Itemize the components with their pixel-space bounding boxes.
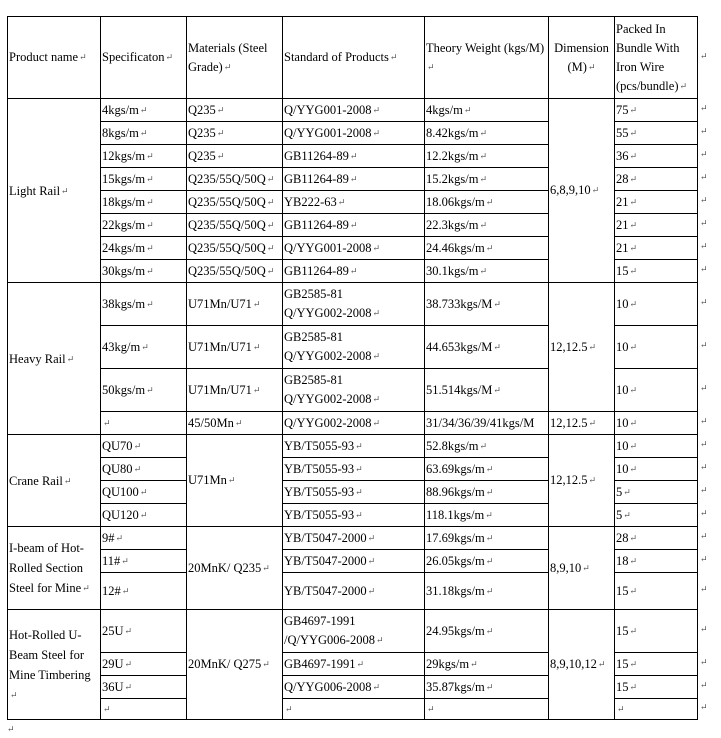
packed-cell: 5↵ xyxy=(615,481,698,504)
spec-cell: 11#↵ xyxy=(101,550,187,573)
row-end-mark: ↵ xyxy=(700,680,708,690)
packed-cell: 21↵ xyxy=(615,214,698,237)
row-end-mark: ↵ xyxy=(700,241,708,251)
header-dimension: Dimension (M)↵ xyxy=(549,17,615,99)
packed-cell: 75↵ xyxy=(615,99,698,122)
spec-cell: QU80↵ xyxy=(101,458,187,481)
row-end-mark: ↵ xyxy=(700,103,708,113)
spec-cell: 36U↵ xyxy=(101,676,187,699)
row-end-mark: ↵ xyxy=(700,485,708,495)
spec-cell: 15kgs/m↵ xyxy=(101,168,187,191)
row-end-mark: ↵ xyxy=(700,439,708,449)
weight-cell: 118.1kgs/m↵ xyxy=(425,504,549,527)
packed-cell: 55↵ xyxy=(615,122,698,145)
dimension-heavy-rail: 12,12.5↵ xyxy=(549,283,615,412)
header-row xyxy=(8,17,698,99)
packed-cell: 28↵ xyxy=(615,527,698,550)
dimension-cell: 12,12.5↵ xyxy=(549,412,615,435)
header-theory-weight: Theory Weight (kgs/M)↵ xyxy=(425,17,549,99)
spec-cell: 43kg/m↵ xyxy=(101,326,187,369)
packed-cell: 15↵ xyxy=(615,260,698,283)
packed-cell: 15↵ xyxy=(615,653,698,676)
standard-cell: GB2585-81 Q/YYG002-2008↵ xyxy=(283,283,425,326)
weight-cell: 52.8kgs/m↵ xyxy=(425,435,549,458)
packed-cell: 10↵ xyxy=(615,412,698,435)
weight-cell: 63.69kgs/m↵ xyxy=(425,458,549,481)
group-heavy-rail: Heavy Rail↵ xyxy=(8,283,101,435)
weight-cell: ↵ xyxy=(425,699,549,720)
standard-cell: Q/YYG006-2008↵ xyxy=(283,676,425,699)
spec-cell: 4kgs/m↵ xyxy=(101,99,187,122)
spec-cell: QU70↵ xyxy=(101,435,187,458)
row-end-mark: ↵ xyxy=(700,126,708,136)
packed-cell: 10↵ xyxy=(615,326,698,369)
standard-cell: Q/YYG001-2008↵ xyxy=(283,99,425,122)
packed-cell: 15↵ xyxy=(615,610,698,653)
weight-cell: 15.2kgs/m↵ xyxy=(425,168,549,191)
dimension-light-rail: 6,8,9,10↵ xyxy=(549,99,615,283)
packed-cell: 5↵ xyxy=(615,504,698,527)
row-end-mark: ↵ xyxy=(700,264,708,274)
spec-cell: 38kgs/m↵ xyxy=(101,283,187,326)
weight-cell: 17.69kgs/m↵ xyxy=(425,527,549,550)
material-crane-rail: U71Mn↵ xyxy=(187,435,283,527)
packed-cell: ↵ xyxy=(615,699,698,720)
row-end-mark: ↵ xyxy=(700,172,708,182)
standard-cell: YB222-63↵ xyxy=(283,191,425,214)
row-end-mark: ↵ xyxy=(700,624,708,634)
row-end-mark: ↵ xyxy=(700,702,708,712)
standard-cell: Q/YYG001-2008↵ xyxy=(283,122,425,145)
weight-cell: 8.42kgs/m↵ xyxy=(425,122,549,145)
weight-cell: 51.514kgs/M↵ xyxy=(425,369,549,412)
spec-cell: 29U↵ xyxy=(101,653,187,676)
spec-cell: 22kgs/m↵ xyxy=(101,214,187,237)
material-cell: U71Mn/U71↵ xyxy=(187,369,283,412)
standard-cell: YB/T5055-93↵ xyxy=(283,481,425,504)
weight-cell: 12.2kgs/m↵ xyxy=(425,145,549,168)
weight-cell: 4kgs/m↵ xyxy=(425,99,549,122)
standard-cell: GB4697-1991↵ xyxy=(283,653,425,676)
table-row xyxy=(8,527,698,550)
material-cell: Q235/55Q/50Q↵ xyxy=(187,260,283,283)
weight-cell: 26.05kgs/m↵ xyxy=(425,550,549,573)
spec-cell: QU100↵ xyxy=(101,481,187,504)
dimension-ibeam: 8,9,10↵ xyxy=(549,527,615,610)
spec-cell: QU120↵ xyxy=(101,504,187,527)
packed-cell: 10↵ xyxy=(615,458,698,481)
material-cell: Q235/55Q/50Q↵ xyxy=(187,237,283,260)
packed-cell: 36↵ xyxy=(615,145,698,168)
standard-cell: Q/YYG002-2008↵ xyxy=(283,412,425,435)
weight-cell: 35.87kgs/m↵ xyxy=(425,676,549,699)
standard-cell: GB11264-89↵ xyxy=(283,214,425,237)
row-end-mark: ↵ xyxy=(700,218,708,228)
material-cell: 45/50Mn↵ xyxy=(187,412,283,435)
group-ibeam: I-beam of Hot-Rolled Section Steel for Mine↵ xyxy=(8,527,101,610)
material-cell: Q235/55Q/50Q↵ xyxy=(187,168,283,191)
packed-cell: 18↵ xyxy=(615,550,698,573)
weight-cell: 38.733kgs/M↵ xyxy=(425,283,549,326)
weight-cell: 88.96kgs/m↵ xyxy=(425,481,549,504)
row-end-mark: ↵ xyxy=(700,297,708,307)
end-paragraph-mark: ↵ xyxy=(7,724,15,734)
spec-cell: 12#↵ xyxy=(101,573,187,610)
packed-cell: 21↵ xyxy=(615,191,698,214)
spec-cell: 12kgs/m↵ xyxy=(101,145,187,168)
dimension-ubeam: 8,9,10,12↵ xyxy=(549,610,615,720)
material-cell: Q235/55Q/50Q↵ xyxy=(187,191,283,214)
spec-cell: 8kgs/m↵ xyxy=(101,122,187,145)
standard-cell: YB/T5047-2000↵ xyxy=(283,573,425,610)
standard-cell: GB11264-89↵ xyxy=(283,260,425,283)
standard-cell: YB/T5047-2000↵ xyxy=(283,550,425,573)
weight-cell: 44.653kgs/M↵ xyxy=(425,326,549,369)
packed-cell: 28↵ xyxy=(615,168,698,191)
weight-cell: 29kgs/m↵ xyxy=(425,653,549,676)
steel-products-table xyxy=(7,16,698,720)
spec-cell: 30kgs/m↵ xyxy=(101,260,187,283)
row-end-mark: ↵ xyxy=(700,383,708,393)
dimension-crane-rail: 12,12.5↵ xyxy=(549,435,615,527)
row-end-mark: ↵ xyxy=(700,195,708,205)
header-product-name: Product name↵ xyxy=(8,17,101,99)
spec-cell: ↵ xyxy=(101,412,187,435)
row-end-mark: ↵ xyxy=(700,340,708,350)
weight-cell: 24.95kgs/m↵ xyxy=(425,610,549,653)
group-ubeam: Hot-Rolled U-Beam Steel for Mine Timbering↵ xyxy=(8,610,101,720)
table-row xyxy=(8,412,698,435)
weight-cell: 24.46kgs/m↵ xyxy=(425,237,549,260)
header-materials: Materials (Steel Grade)↵ xyxy=(187,17,283,99)
material-cell: Q235↵ xyxy=(187,145,283,168)
material-cell: U71Mn/U71↵ xyxy=(187,283,283,326)
spec-cell: 9#↵ xyxy=(101,527,187,550)
weight-cell: 18.06kgs/m↵ xyxy=(425,191,549,214)
packed-cell: 15↵ xyxy=(615,573,698,610)
standard-cell: YB/T5047-2000↵ xyxy=(283,527,425,550)
material-cell: Q235/55Q/50Q↵ xyxy=(187,214,283,237)
packed-cell: 10↵ xyxy=(615,283,698,326)
material-ibeam: 20MnK/ Q235↵ xyxy=(187,527,283,610)
table-row xyxy=(8,283,698,326)
spec-cell: ↵ xyxy=(101,699,187,720)
header-specification: Specificaton↵ xyxy=(101,17,187,99)
packed-cell: 10↵ xyxy=(615,369,698,412)
packed-cell: 15↵ xyxy=(615,676,698,699)
row-end-mark: ↵ xyxy=(700,462,708,472)
material-cell: Q235↵ xyxy=(187,99,283,122)
row-end-mark: ↵ xyxy=(700,584,708,594)
weight-cell: 31.18kgs/m↵ xyxy=(425,573,549,610)
spec-cell: 50kgs/m↵ xyxy=(101,369,187,412)
standard-cell: YB/T5055-93↵ xyxy=(283,435,425,458)
standard-cell: GB11264-89↵ xyxy=(283,145,425,168)
row-end-mark: ↵ xyxy=(700,149,708,159)
standard-cell: ↵ xyxy=(283,699,425,720)
row-end-mark: ↵ xyxy=(700,554,708,564)
material-cell: Q235↵ xyxy=(187,122,283,145)
row-end-mark: ↵ xyxy=(700,531,708,541)
material-ubeam: 20MnK/ Q275↵ xyxy=(187,610,283,720)
packed-cell: 21↵ xyxy=(615,237,698,260)
header-standard: Standard of Products↵ xyxy=(283,17,425,99)
standard-cell: YB/T5055-93↵ xyxy=(283,504,425,527)
group-crane-rail: Crane Rail↵ xyxy=(8,435,101,527)
weight-cell: 31/34/36/39/41kgs/M xyxy=(425,412,549,435)
row-end-mark: ↵ xyxy=(700,508,708,518)
standard-cell: GB11264-89↵ xyxy=(283,168,425,191)
packed-cell: 10↵ xyxy=(615,435,698,458)
standard-cell: GB2585-81 Q/YYG002-2008↵ xyxy=(283,369,425,412)
standard-cell: GB4697-1991 /Q/YYG006-2008↵ xyxy=(283,610,425,653)
header-packed: Packed In Bundle With Iron Wire (pcs/bundle)↵ xyxy=(615,17,698,99)
group-light-rail: Light Rail↵ xyxy=(8,99,101,283)
standard-cell: GB2585-81 Q/YYG002-2008↵ xyxy=(283,326,425,369)
spec-cell: 24kgs/m↵ xyxy=(101,237,187,260)
standard-cell: YB/T5055-93↵ xyxy=(283,458,425,481)
material-cell: U71Mn/U71↵ xyxy=(187,326,283,369)
table-row xyxy=(8,610,698,653)
row-end-mark: ↵ xyxy=(700,416,708,426)
standard-cell: Q/YYG001-2008↵ xyxy=(283,237,425,260)
weight-cell: 30.1kgs/m↵ xyxy=(425,260,549,283)
row-end-mark: ↵ xyxy=(700,657,708,667)
weight-cell: 22.3kgs/m↵ xyxy=(425,214,549,237)
table-row xyxy=(8,99,698,122)
spec-cell: 25U↵ xyxy=(101,610,187,653)
spec-cell: 18kgs/m↵ xyxy=(101,191,187,214)
row-end-mark: ↵ xyxy=(700,51,708,61)
table-row xyxy=(8,435,698,458)
